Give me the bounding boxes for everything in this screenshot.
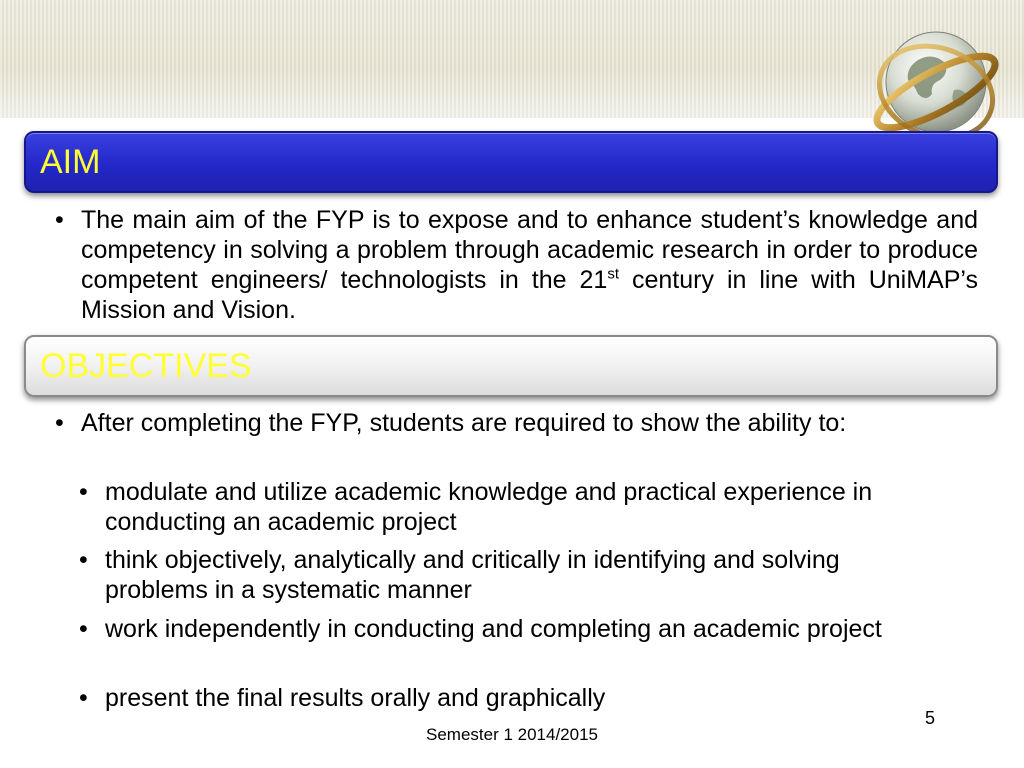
objectives-heading-bar: [24, 335, 998, 397]
bullet-marker: •: [55, 409, 64, 437]
objective-item-text: work independently in conducting and completing an academic project: [105, 615, 882, 643]
bullet-marker: •: [79, 615, 88, 643]
aim-text: [81, 205, 978, 325]
objective-item: [79, 614, 949, 644]
bullet-marker: •: [79, 684, 88, 712]
aim-bullet: [55, 205, 978, 325]
bullet-marker: •: [79, 478, 88, 506]
aim-heading: AIM: [40, 142, 101, 181]
objectives-intro-text: After completing the FYP, students are required to show the ability to:: [81, 409, 847, 437]
aim-text-end: century in line with UniMAP’s Mission and Vision.: [81, 266, 978, 324]
objectives-intro-bullet: [55, 408, 978, 438]
objective-item-text: present the final results orally and graphically: [105, 684, 606, 712]
bullet-marker: •: [55, 206, 64, 234]
objective-item: [79, 545, 949, 605]
slide-footer: Semester 1 2014/2015: [425, 725, 598, 744]
aim-text-superscript: st: [607, 265, 619, 283]
globe-icon: [866, 30, 1004, 138]
objective-item: [79, 683, 949, 713]
aim-heading-bar: [24, 131, 998, 193]
objective-item-text: think objectively, analytically and critically in identifying and solving problems in a systematic manner: [105, 546, 840, 604]
aim-text-main: The main aim of the FYP is to expose and to enhance student’s knowledge and competency in solving a problem through academic research in order to produce competent engineers/ technologists in the 21: [81, 206, 978, 294]
objectives-heading: OBJECTIVES: [40, 346, 252, 385]
objective-item-text: modulate and utilize academic knowledge and practical experience in conducting an academic project: [105, 478, 873, 536]
objective-item: [79, 477, 949, 537]
bullet-marker: •: [79, 546, 88, 574]
page-number: 5: [925, 708, 936, 728]
